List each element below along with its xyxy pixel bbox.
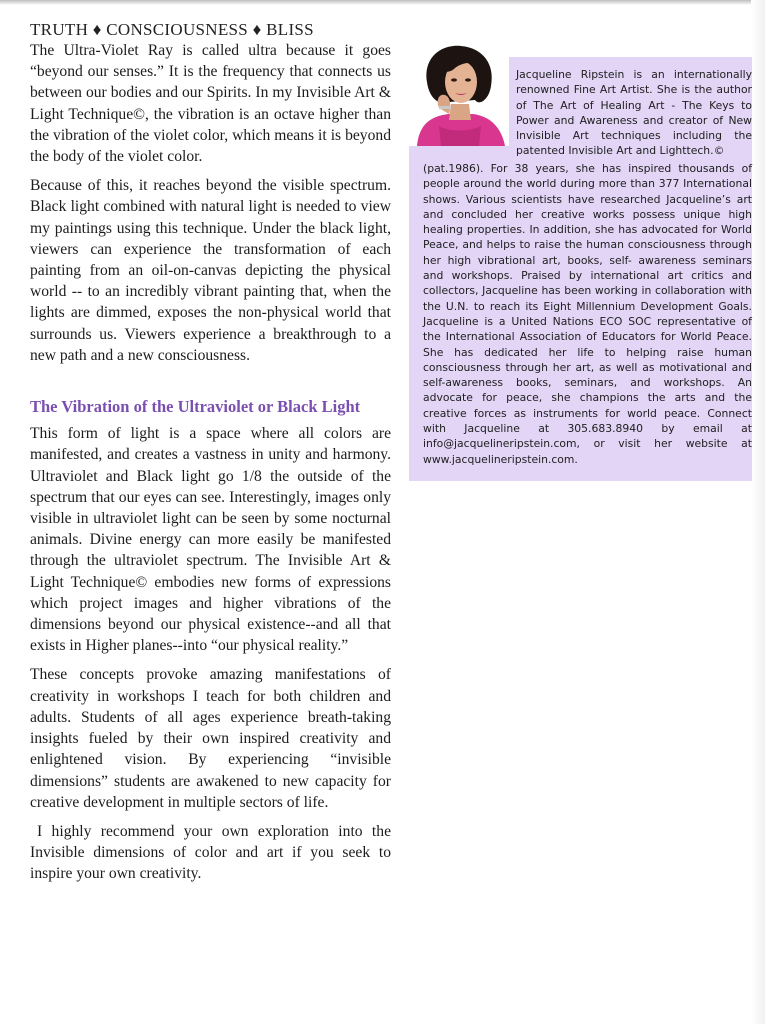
author-photo xyxy=(409,42,509,146)
page-top-shadow xyxy=(0,0,765,5)
bio-intro-text: Jacqueline Ripstein is an internationally renowned Fine Art Artist. She is the author of The Art of Healing Art - The Keys to Power and Awareness and creator of New Invisible Art techniques including the patented Invisible Art and Lighttech.© xyxy=(516,68,752,158)
section-subheading: The Vibration of the Ultraviolet or Black Light xyxy=(30,397,361,417)
bio-body-text: (pat.1986). For 38 years, she has inspired thousands of people around the world during more than 377 International shows. Various scientists have researched Jacqueline’s art and concluded her creative works possess unique high healing properties. In addition, she has advocated for World Peace, and helps to raise the human consciousness through her high vibrational art, books, self- awareness seminars and workshops. Praised by international art critics and collectors, Jacqueline has been working in collaboration with the U.N. to reach its Eight Millennium Development Goals. Jacqueline is a United Nations ECO SOC representative of the International Association of Educators for World Peace. She has dedicated her life to helping raise human consciousness through her art, as well as motivational and self-awareness books, seminars, and workshops. An advocate for peace, she champions the arts and the creative forces as instruments for world peace. Connect with Jacqueline at 305.683.8940 by email at info@jacquelineripstein.com, or visit her website at www.jacquelineripstein.com. xyxy=(423,162,752,466)
page-header: TRUTH ♦ CONSCIOUSNESS ♦ BLISS xyxy=(30,20,314,39)
article-column xyxy=(30,40,391,893)
article-paragraph-2: Because of this, it reaches beyond the visible spectrum. Black light combined with natural light is needed to view my paintings using this technique. Under the black light, viewers can experience the transformation of each painting from an oil-on-canvas depicting the physical world -- to an incredibly vibrant painting that, when the lights are dimmed, exposes the non-physical world that surrounds us. Viewers experience a breakthrough to a new path and a new consciousness. xyxy=(30,177,391,364)
article-paragraph-4: These concepts provoke amazing manifestations of creativity in workshops I teach for both children and adults. Students of all ages experience breath-taking insights fueled by their own inspired creativity and enlightened vision. By experiencing “invisible dimensions” students are awakened to new capacity for creative development in multiple sectors of life. xyxy=(30,666,391,811)
article-paragraph-3: This form of light is a space where all colors are manifested, and creates a vastness in unity and harmony. Ultraviolet and Black light go 1/8 the outside of the spectrum that our eyes can see. Interestingly, images only visible in ultraviolet light can be seen by some nocturnal animals. Divine energy can more easily be manifested through the ultraviolet spectrum. The Invisible Art & Light Technique© embodies new forms of expressions which project images and higher vibrations of the dimensions beyond our physical existence--and all that exists in Higher planes--into “our physical reality.” xyxy=(30,425,391,655)
article-paragraph-1: The Ultra-Violet Ray is called ultra because it goes “beyond our senses.” It is the frequency that connects us between our bodies and our Spirits. In my Invisible Art & Light Technique©, the vibration is an octave higher than the vibration of the violet color, which means it is beyond the body of the violet color. xyxy=(30,42,391,166)
page-right-edge xyxy=(751,0,765,1024)
article-paragraph-5: I highly recommend your own exploration into the Invisible dimensions of color and art if you seek to inspire your own creativity. xyxy=(30,822,391,883)
